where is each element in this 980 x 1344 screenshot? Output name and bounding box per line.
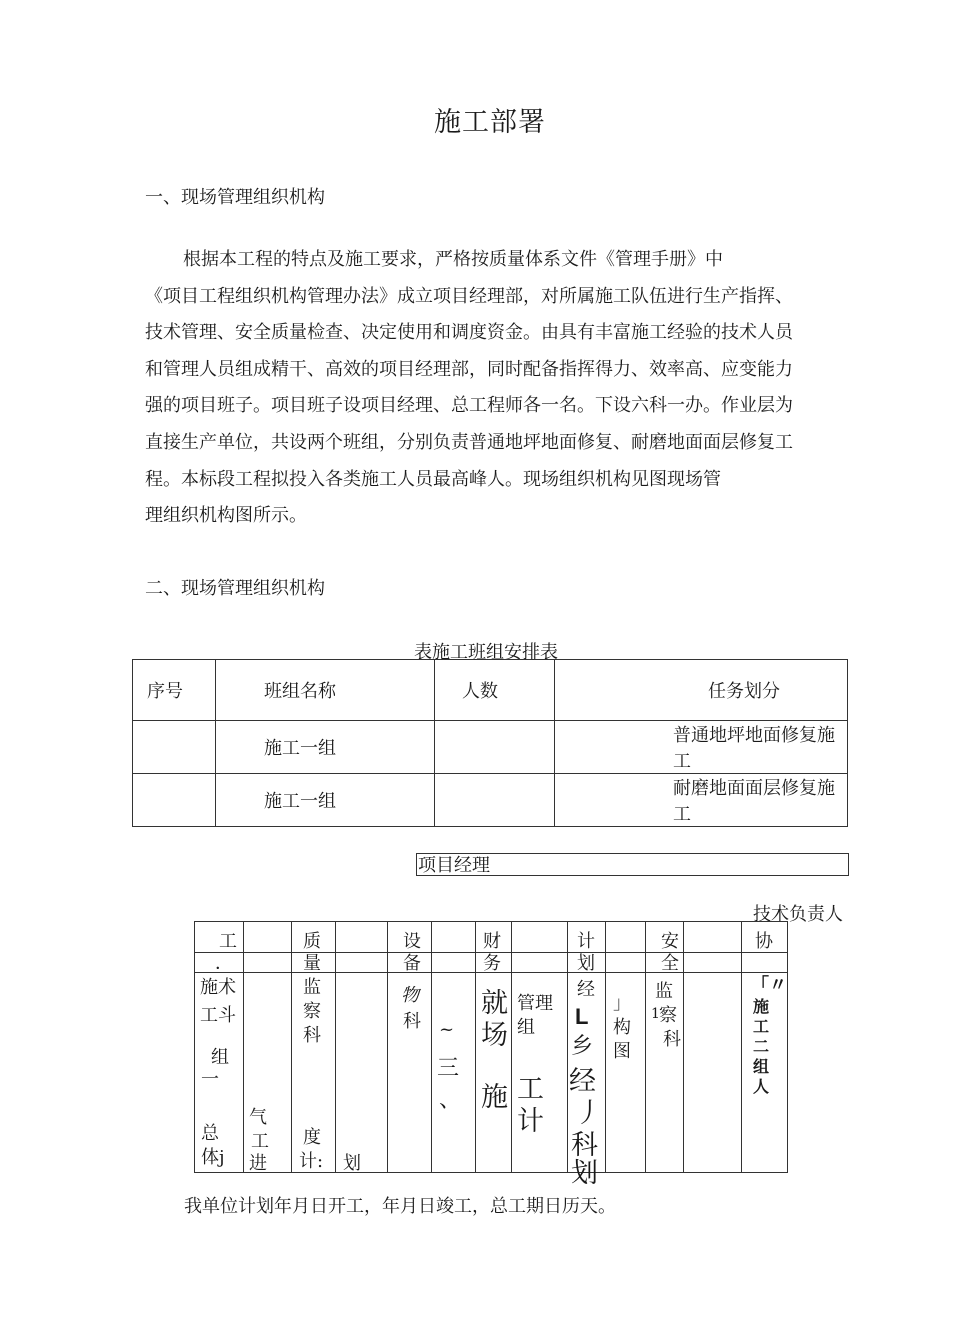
org-fragment: 监	[303, 977, 321, 998]
cell-index	[133, 721, 216, 774]
cell-headcount	[435, 774, 555, 827]
org-divider	[475, 922, 476, 1172]
org-fragment: 气	[249, 1107, 267, 1128]
org-divider	[605, 922, 606, 1172]
org-fragment: 场	[481, 1020, 508, 1051]
dept-header: 安	[661, 931, 679, 952]
org-fragment: 一	[201, 1069, 219, 1090]
org-fragment: L	[575, 1004, 589, 1029]
paragraph-line: 和管理人员组成精干、高效的项目经理部，同时配备指挥得力、效率高、应变能力	[145, 358, 793, 380]
org-fragment: 划	[343, 1153, 361, 1174]
org-fragment: 工	[251, 1131, 269, 1152]
org-divider	[335, 922, 336, 1172]
dept-header: 设	[403, 931, 421, 952]
org-divider	[511, 922, 512, 1172]
org-fragment: 察	[659, 1005, 677, 1026]
paragraph-line: 技术管理、安全质量检查、决定使用和调度资金。由具有丰富施工经验的技术人员	[145, 322, 793, 344]
org-fragment: 经	[569, 1066, 596, 1097]
org-fragment: 「〃	[751, 975, 787, 996]
dept-header-2: 全	[661, 953, 679, 974]
dept-header: 财	[483, 931, 501, 952]
org-fragment: 」	[613, 993, 631, 1014]
org-fragment: 施	[753, 999, 770, 1016]
org-fragment: 工	[753, 1019, 770, 1036]
org-divider	[387, 922, 388, 1172]
org-fragment: 计	[517, 1106, 544, 1137]
table-row	[133, 774, 848, 827]
paragraph-line: 理组织机构图所示。	[145, 505, 307, 527]
org-fragment: 人	[753, 1079, 770, 1096]
org-fragment: 总	[201, 1123, 219, 1144]
header-team-name: 班组名称	[216, 660, 435, 721]
page-title: 施工部署	[434, 107, 546, 138]
org-fragment: 乡	[571, 1034, 594, 1059]
org-fragment: 度	[303, 1127, 321, 1148]
project-manager-box: 项目经理	[416, 853, 849, 876]
org-fragment: 三	[437, 1056, 460, 1081]
org-fragment: 监	[655, 981, 673, 1002]
paragraph-line: 《项目工程组织机构管理办法》成立项目经理部，对所属施工队伍进行生产指挥、	[145, 285, 793, 307]
org-fragment: 科	[303, 1025, 321, 1046]
org-divider	[741, 922, 742, 1172]
org-divider	[291, 922, 292, 1172]
org-fragment: 组	[753, 1059, 770, 1076]
org-fragment: 就	[481, 988, 508, 1019]
section-1-heading: 一、现场管理组织机构	[145, 187, 325, 208]
dept-header-2: 备	[403, 953, 421, 974]
table-caption: 表施工班组安排表	[414, 642, 558, 663]
dept-header-2: 务	[483, 953, 501, 974]
paragraph-line: 直接生产单位，共设两个班组，分别负责普通地坪地面修复、耐磨地面面层修复工	[145, 431, 793, 453]
table-row	[133, 721, 848, 774]
paragraph-line: 强的项目班子。项目班子设项目经理、总工程师各一名。下设六科一办。作业层为	[145, 395, 793, 417]
org-fragment: 施	[481, 1082, 508, 1113]
org-fragment: 经	[577, 979, 595, 1000]
header-index: 序号	[133, 660, 216, 721]
team-schedule-table	[132, 659, 848, 827]
org-fragment: 施术	[200, 977, 236, 998]
dept-header: 质	[303, 931, 321, 952]
cell-index	[133, 774, 216, 827]
org-fragment: 组	[211, 1047, 229, 1068]
org-fragment: 计:	[299, 1151, 324, 1172]
cell-headcount	[435, 721, 555, 774]
org-fragment: 二	[753, 1039, 770, 1056]
dept-header: 工	[219, 931, 237, 952]
org-divider	[645, 922, 646, 1172]
org-fragment: 构	[613, 1017, 631, 1038]
dept-header: 协	[755, 931, 773, 952]
cell-team-name: 施工一组	[216, 774, 435, 827]
org-fragment: 科	[663, 1029, 681, 1050]
org-fragment: 丿	[575, 1098, 602, 1129]
dept-header-2: 划	[577, 953, 595, 974]
org-fragment: 进	[249, 1153, 267, 1174]
org-fragment: 、	[439, 1088, 462, 1113]
org-fragment: 科	[403, 1011, 421, 1032]
org-fragment: 工斗	[200, 1005, 236, 1026]
org-divider	[683, 922, 684, 1172]
org-fragment: 组	[517, 1017, 535, 1038]
org-fragment: 物	[401, 985, 419, 1006]
org-fragment: ~	[439, 1019, 455, 1040]
org-divider	[243, 922, 244, 1172]
org-fragment: 划	[571, 1158, 598, 1189]
org-divider	[431, 922, 432, 1172]
dept-header: 计	[577, 931, 595, 952]
cell-team-name: 施工一组	[216, 721, 435, 774]
org-divider	[567, 922, 568, 1172]
dept-header-2: ．	[215, 953, 233, 974]
schedule-footer-text: 我单位计划年月日开工，年月日竣工，总工期日历天。	[184, 1196, 616, 1217]
org-fragment: 体j	[201, 1147, 225, 1168]
section-1-paragraph	[145, 242, 865, 535]
cell-task: 普通地坪地面修复施工	[555, 721, 848, 774]
table-header-row	[133, 660, 848, 721]
paragraph-line: 程。本标段工程拟投入各类施工人员最高峰人。现场组织机构见图现场管	[145, 468, 721, 490]
org-chart	[194, 921, 788, 1189]
org-fragment: 察	[303, 1001, 321, 1022]
org-fragment: 管理	[517, 993, 553, 1014]
section-2-heading: 二、现场管理组织机构	[145, 578, 325, 599]
org-fragment: 1	[651, 1006, 660, 1022]
paragraph-line: 根据本工程的特点及施工要求，严格按质量体系文件《管理手册》中	[183, 249, 723, 270]
org-fragment: 工	[517, 1074, 544, 1105]
org-fragment: 科	[571, 1130, 598, 1161]
header-headcount: 人数	[435, 660, 555, 721]
tech-lead-label: 技术负责人	[753, 904, 843, 925]
cell-task: 耐磨地面面层修复施工	[555, 774, 848, 827]
header-task: 任务划分	[555, 660, 848, 721]
org-fragment: 图	[613, 1041, 631, 1062]
dept-header-2: 量	[303, 953, 321, 974]
